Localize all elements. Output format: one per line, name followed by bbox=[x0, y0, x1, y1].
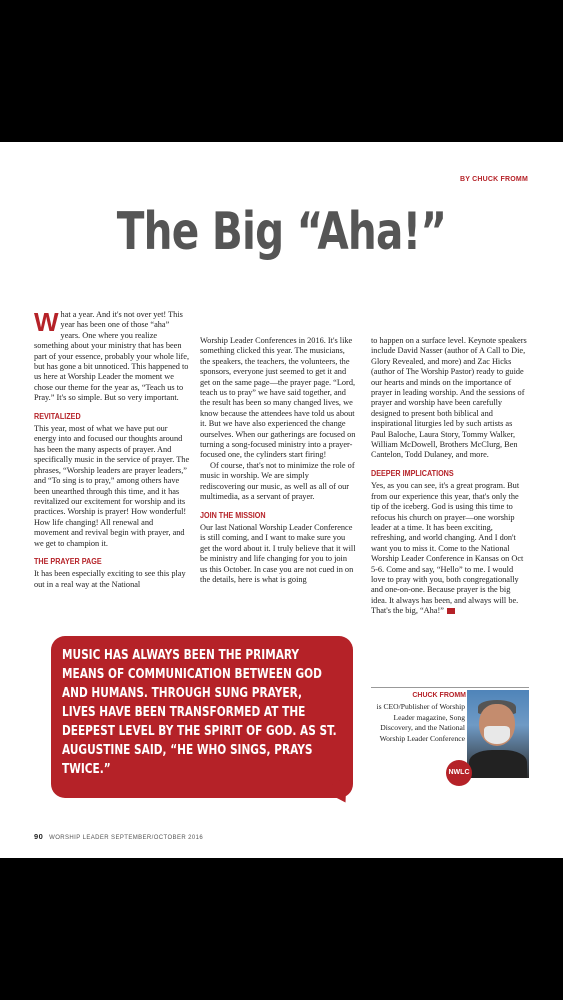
author-name: CHUCK FROMM bbox=[412, 692, 466, 699]
deeper-paragraph: Yes, as you can see, it's a great program. But from our experience this year, that's only the tip of the iceberg. God is using this time to refocus his church on prayer—one worship leader at a time. It has been exciting, refreshing, and world changing. And I don't want you to miss it. Come to the National Worship Leader Conference in Kansas on Oct 5-6. Come and say, “Hello” to me. I would love to pray with you, both congregationally and one-on-one. Because prayer is the big idea. It always has been, and always will be. That's the big, “Aha!” bbox=[371, 481, 524, 616]
author-divider bbox=[371, 687, 529, 688]
subhead-prayer-page: THE PRAYER PAGE bbox=[34, 556, 102, 566]
end-mark-icon bbox=[447, 608, 455, 614]
subhead-deeper-implications: DEEPER IMPLICATIONS bbox=[371, 468, 454, 478]
intro-paragraph: hat a year. And it's not over yet! This year has been one of those “aha” years. One where you realize something about your ministry that has been part of your essence, probably your whole life, but has gone a bit unnoticed. This happened to us here at Worship Leader the moment we chose our theme for the year as, “Teach us to Pray.” It's so simple. But so very important. bbox=[34, 310, 190, 403]
nwlc-logo: NWLC bbox=[446, 760, 472, 786]
keynote-paragraph: to happen on a surface level. Keynote speakers include David Nasser (author of A Call to Die, Glory Revealed, and more) and Zac Hicks (author of The Worship Pastor) ready to guide our hearts and minds on the importance of prayer in leading worship. And the sessions of prayer and worship have been carefully designed to present both biblical and inspirational liturgies led by such artists as Paul Baloche, Laura Story, Tommy Walker, William McDowell, Brothers McClurg, Ben Cantelon, Todd Dulaney, and more. bbox=[371, 336, 527, 460]
footer-text: WORSHIP LEADER SEPTEMBER/OCTOBER 2016 bbox=[49, 835, 204, 841]
mission-paragraph: Our last National Worship Leader Conference is still coming, and I want to make sure you get the word about it. I truly believe that it will be ministry and life changing for you to join us this October. In case you are not cued in on the details, here is what is going bbox=[200, 522, 356, 584]
column-1 bbox=[34, 307, 190, 590]
column-2 bbox=[200, 336, 356, 585]
page-number: 90 bbox=[34, 832, 44, 841]
subhead-join-mission: JOIN THE MISSION bbox=[200, 510, 266, 520]
author-photo bbox=[467, 690, 529, 778]
byline: BY CHUCK FROMM bbox=[459, 176, 528, 183]
drop-cap: W bbox=[34, 307, 59, 337]
column-3 bbox=[371, 336, 527, 617]
revitalized-paragraph: This year, most of what we have put our energy into and focused our thoughts around has been the many aspects of prayer. And specifically music in the service of prayer. The phrases, “Worship leaders are prayer leaders,” and “To sing is to pray,” among others have been unearthed through this time, and it has revitalized our excitement for worship and its practices. Worship is prayer! How wonderful! How life changing! All renewal and movement and revival begin with prayer, and we get to champion it. bbox=[34, 424, 190, 548]
page-footer bbox=[34, 832, 203, 841]
music-role-paragraph: Of course, that's not to minimize the role of music in worship. We are simply rediscovering our music, as well as all of our multimedia, as a servant of prayer. bbox=[200, 460, 355, 502]
conferences-paragraph: Worship Leader Conferences in 2016. It's like something clicked this year. The musicians, the speakers, the teachers, the volunteers, the sponsors, everyone just seemed to get it and get on the same page—the prayer page. “Lord, teach us to pray” we have said together, and the result has been so many changed lives, we know because the attendees have told us about it. But we have also experienced the change ourselves. When our gatherings are focused on turning a song-focused ministry into a prayer-focused one, the cylinders start firing! bbox=[200, 336, 356, 460]
subhead-revitalized: REVITALIZED bbox=[34, 411, 81, 421]
prayer-page-paragraph: It has been especially exciting to see this play out in a real way at the National bbox=[34, 569, 186, 589]
pull-quote: MUSIC HAS ALWAYS BEEN THE PRIMARY MEANS OF COMMUNICATION BETWEEN GOD AND HUMANS. THROUGH SUNG PRAYER, LIVES HAVE BEEN TRANSFORMED AT THE DEEPEST LEVEL BY THE SPIRIT OF GOD. AS ST. AUGUSTINE SAID, “HE WHO SINGS, PRAYS TWICE.” bbox=[62, 648, 337, 777]
magazine-page bbox=[0, 142, 563, 858]
author-bio: is CEO/Publisher of Worship Leader magazine, Song Discovery, and the National Worship Leader Conference bbox=[376, 702, 465, 743]
article-title: The Big “Aha!” bbox=[116, 202, 447, 262]
